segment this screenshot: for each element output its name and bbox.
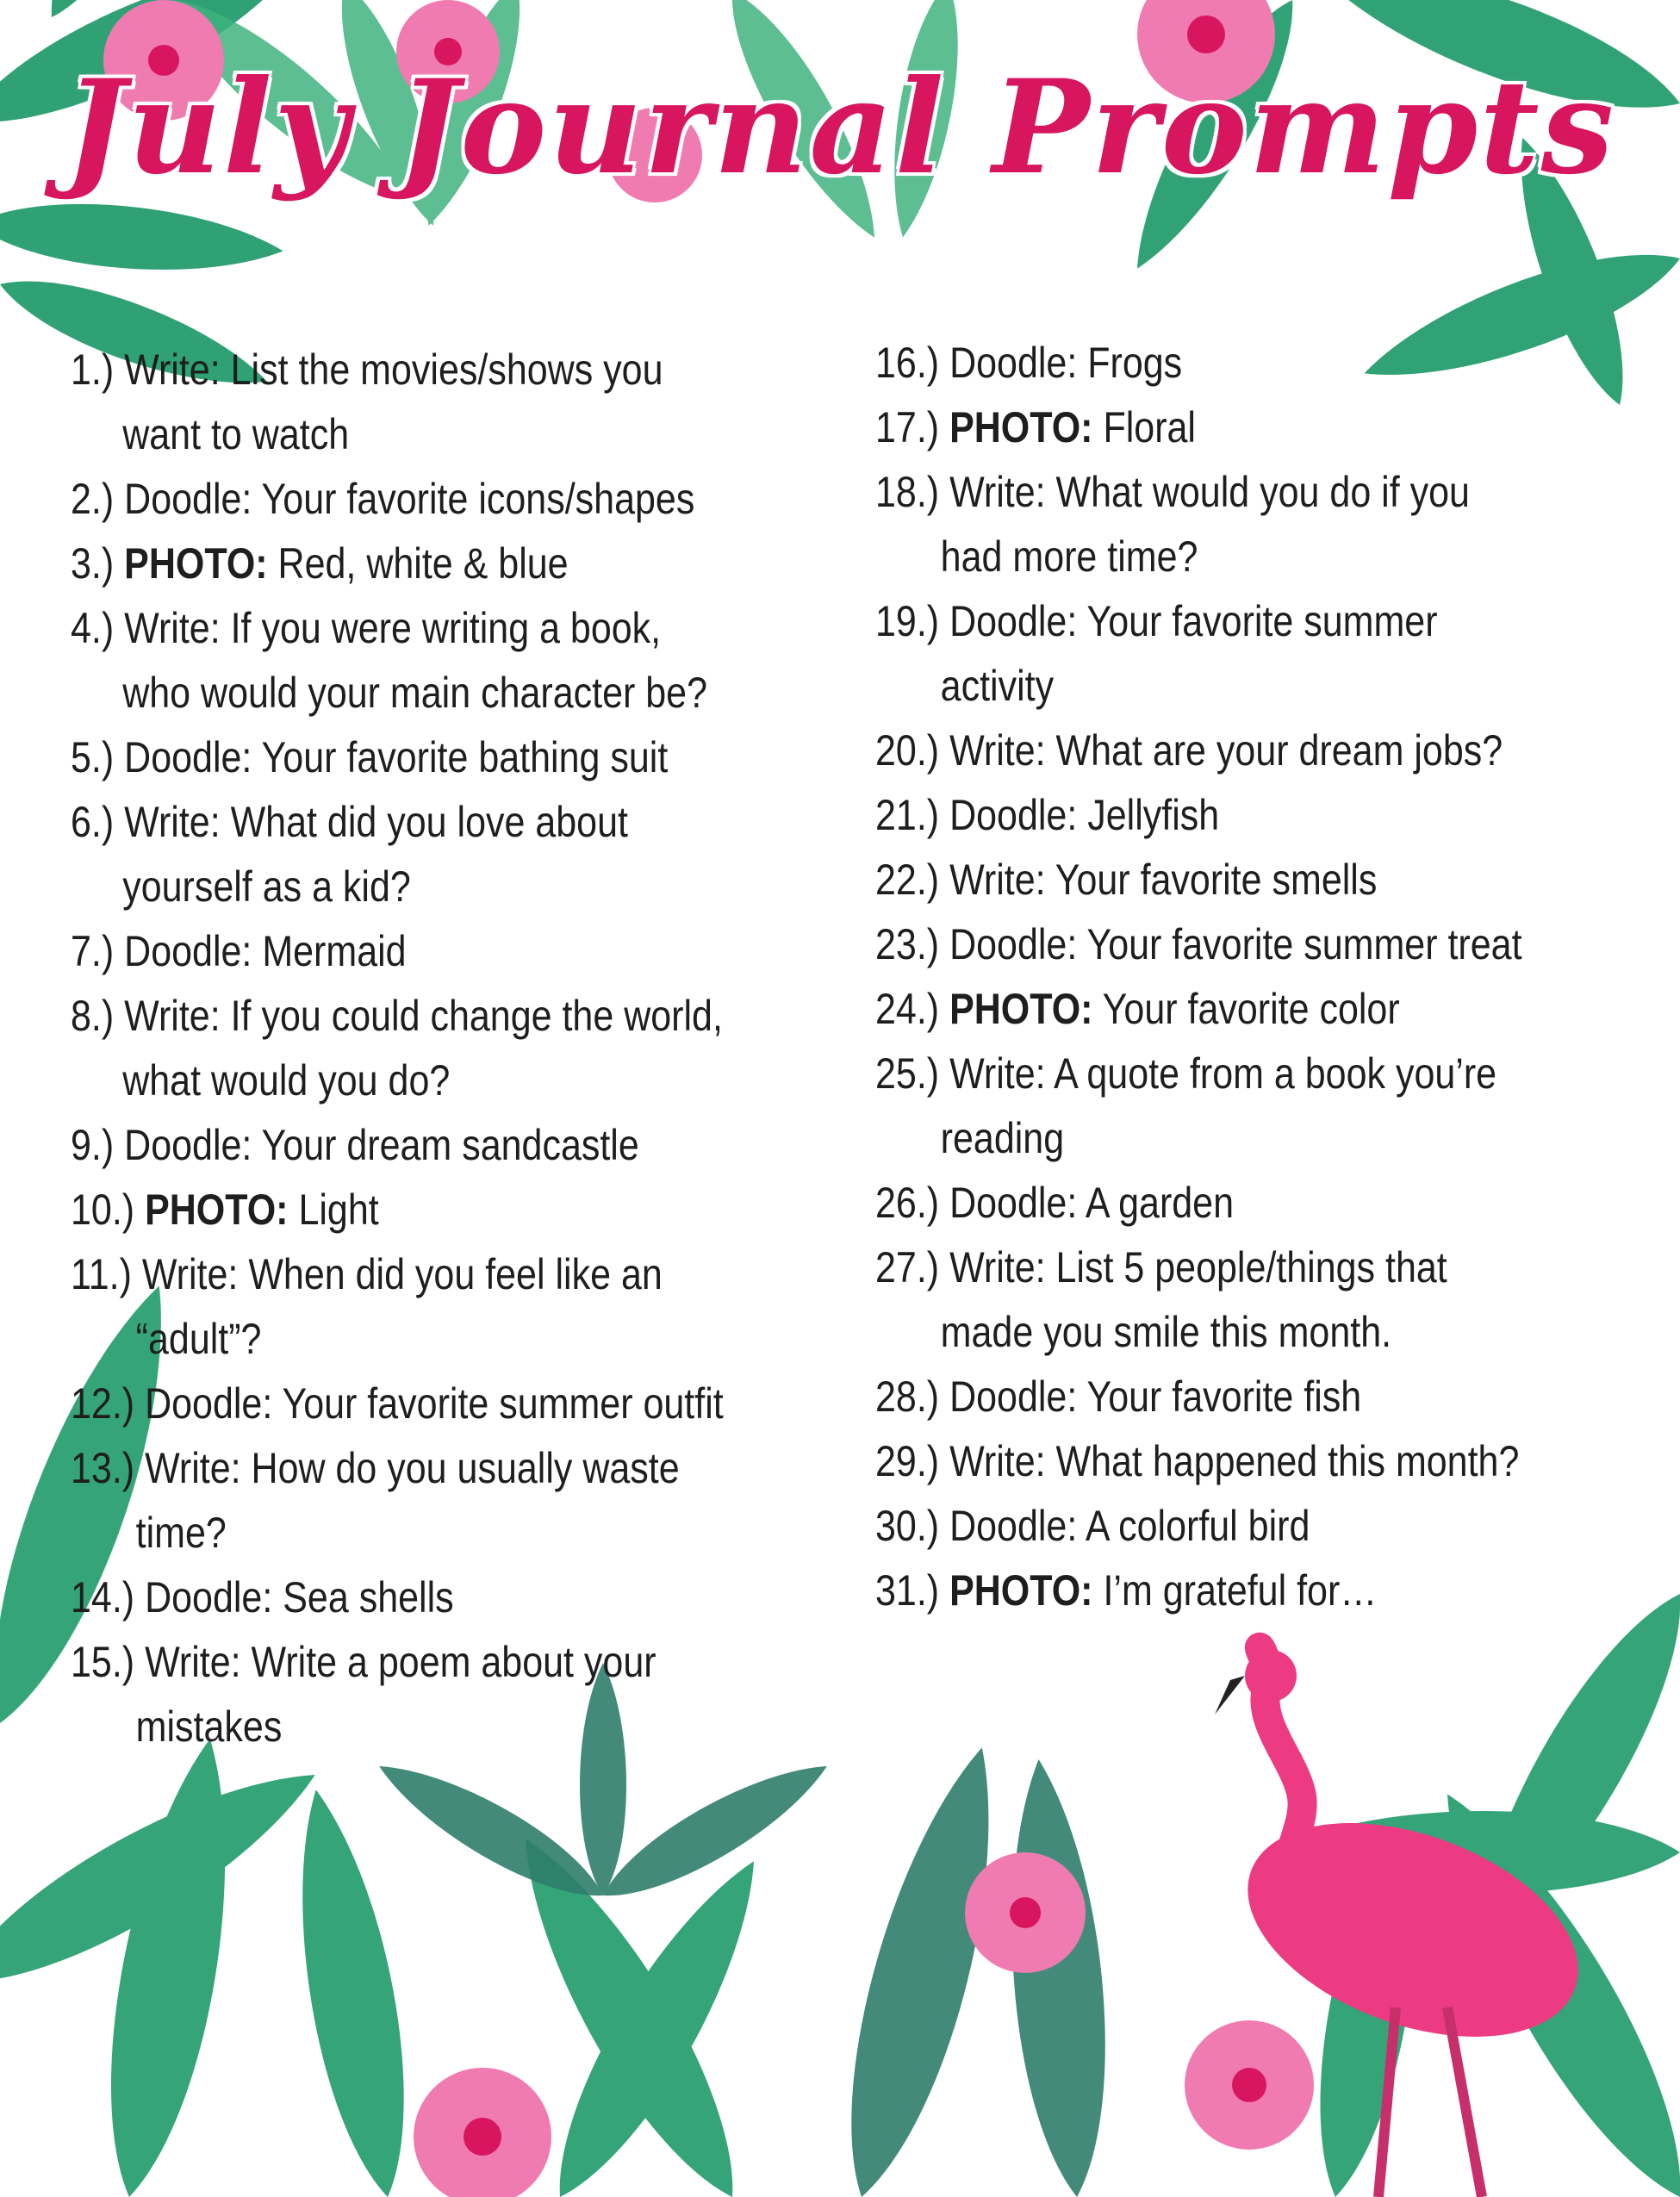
prompt-item: 28.) Doodle: Your favorite fish [875, 1372, 1362, 1421]
prompt-item: 11.) Write: When did you feel like an “adult”? [71, 1250, 663, 1363]
prompt-item: 25.) Write: A quote from a book you’re reading [875, 1049, 1497, 1162]
prompt-list-right [875, 331, 1633, 1623]
prompt-item: 16.) Doodle: Frogs [875, 339, 1183, 387]
prompt-item: 26.) Doodle: A garden [875, 1179, 1235, 1227]
prompt-item: 9.) Doodle: Your dream sandcastle [71, 1121, 639, 1169]
prompt-item: 21.) Doodle: Jellyfish [875, 791, 1220, 839]
prompt-item: 8.) Write: If you could change the world, what would you do? [71, 992, 723, 1105]
prompt-item: 1.) Write: List the movies/shows you want to watch [71, 345, 663, 458]
prompt-item: 4.) Write: If you were writing a book, who would your main character be? [71, 604, 708, 717]
prompt-item: 30.) Doodle: A colorful bird [875, 1502, 1310, 1550]
prompt-item: 2.) Doodle: Your favorite icons/shapes [71, 475, 695, 523]
prompt-item: 19.) Doodle: Your favorite summer activity [875, 597, 1438, 710]
prompt-item: 13.) Write: How do you usually waste time? [71, 1444, 680, 1557]
prompt-item: 14.) Doodle: Sea shells [71, 1573, 454, 1621]
page-title: July Journal Prompts [64, 52, 1616, 203]
prompt-item: 17.) PHOTO: Floral [875, 403, 1196, 451]
prompt-list-left [71, 338, 829, 1759]
prompt-item: 10.) PHOTO: Light [71, 1186, 379, 1234]
prompt-item: 18.) Write: What would you do if you had more time? [875, 468, 1470, 581]
prompt-item: 31.) PHOTO: I’m grateful for… [875, 1566, 1378, 1615]
prompt-item: 27.) Write: List 5 people/things that made you smile this month. [875, 1243, 1447, 1356]
prompt-item: 5.) Doodle: Your favorite bathing suit [71, 733, 669, 781]
prompt-item: 20.) Write: What are your dream jobs? [875, 726, 1503, 775]
prompt-item: 24.) PHOTO: Your favorite color [875, 985, 1400, 1033]
prompt-item: 12.) Doodle: Your favorite summer outfit [71, 1379, 724, 1428]
prompt-item: 29.) Write: What happened this month? [875, 1437, 1520, 1485]
prompt-item: 6.) Write: What did you love about yourself as a kid? [71, 798, 628, 911]
prompt-item: 7.) Doodle: Mermaid [71, 927, 407, 975]
prompt-item: 3.) PHOTO: Red, white & blue [71, 539, 569, 588]
prompt-item: 15.) Write: Write a poem about your mistakes [71, 1638, 656, 1751]
prompt-item: 23.) Doodle: Your favorite summer treat [875, 920, 1522, 968]
prompt-item: 22.) Write: Your favorite smells [875, 856, 1378, 904]
